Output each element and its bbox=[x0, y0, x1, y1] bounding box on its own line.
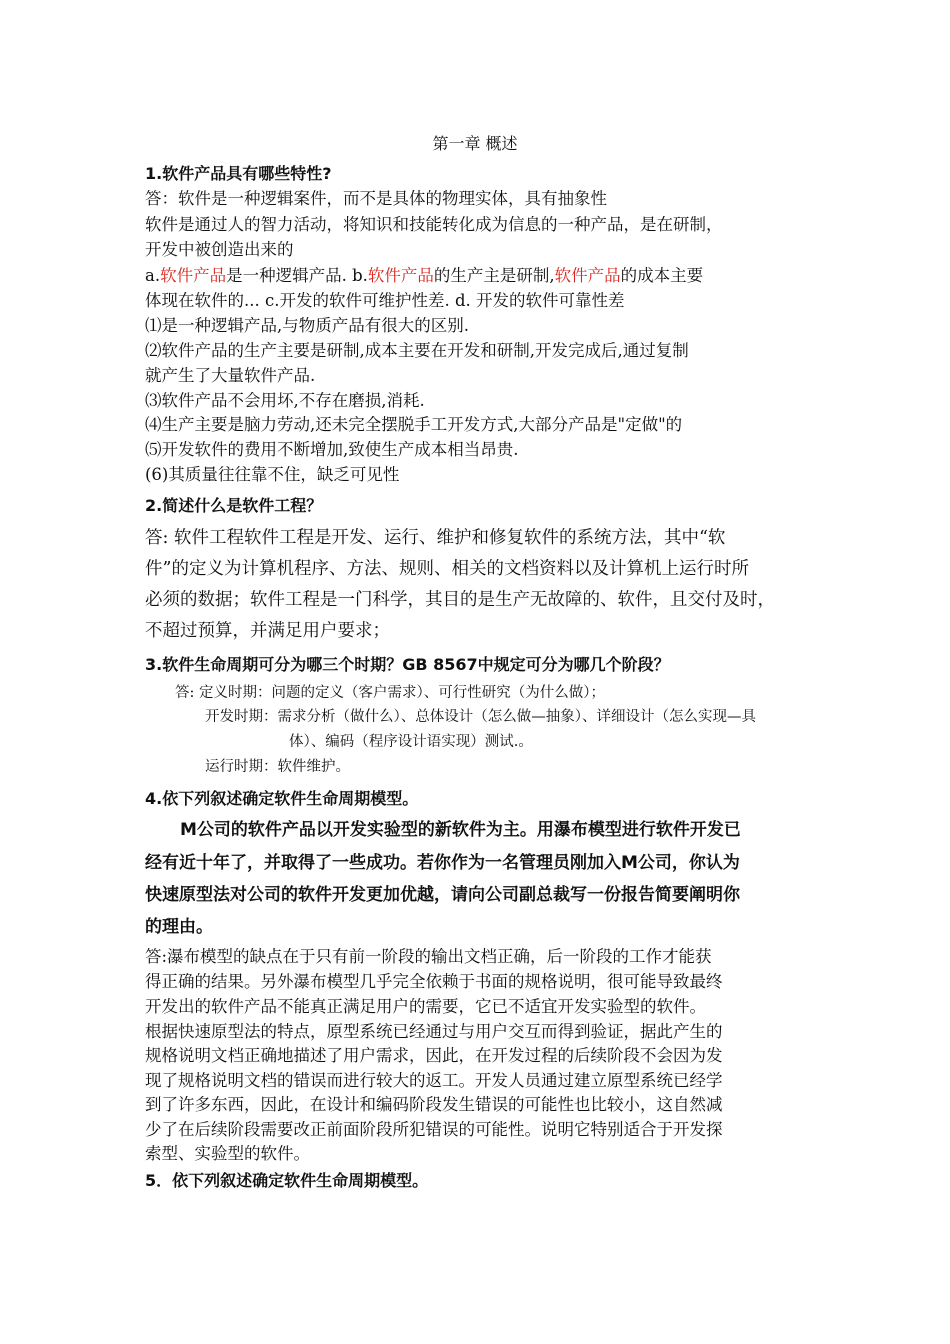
answer-text: 答: 定义时期：问题的定义（客户需求）、可行性研究（为什么做）； bbox=[175, 685, 605, 701]
answer-text: 开发中被创造出来的 bbox=[145, 240, 294, 259]
answer-text: 就产生了大量软件产品. bbox=[145, 366, 316, 385]
question-1: 1.软件产品具有哪些特性? bbox=[145, 164, 332, 183]
answer-text: ⑸开发软件的费用不断增加,致使生产成本相当昂贵. bbox=[145, 440, 519, 459]
text-segment: 的成本主要 bbox=[620, 266, 704, 285]
answer-text: 答：软件是一种逻辑案件，而不是具体的物理实体，具有抽象性 bbox=[145, 189, 607, 208]
answer-text: ⑴是一种逻辑产品,与物质产品有很大的区别. bbox=[145, 316, 469, 335]
answer-text: 开发出的软件产品不能真正满足用户的需要，它已不适宜开发实验型的软件。 bbox=[145, 997, 706, 1016]
question-text: 的理由。 bbox=[145, 917, 213, 937]
answer-text: 答:瀑布模型的缺点在于只有前一阶段的输出文档正确，后一阶段的工作才能获 bbox=[145, 947, 712, 966]
answer-text: 索型、实验型的软件。 bbox=[145, 1144, 310, 1163]
answer-text: 软件是通过人的智力活动，将知识和技能转化成为信息的一种产品，是在研制， bbox=[145, 215, 723, 234]
answer-text: (6)其质量往往靠不住，缺乏可见性 bbox=[145, 465, 400, 484]
question-4: 4.依下列叙述确定软件生命周期模型。 bbox=[145, 789, 419, 808]
answer-text: ⑶软件产品不会用坏,不存在磨损,消耗. bbox=[145, 391, 425, 410]
highlight-term: 软件产品 bbox=[554, 266, 621, 285]
answer-text: 得正确的结果。另外瀑布模型几乎完全依赖于书面的规格说明，很可能导致最终 bbox=[145, 972, 723, 991]
highlight-term: 软件产品 bbox=[160, 266, 227, 285]
answer-text: 少了在后续阶段需要改正前面阶段所犯错误的可能性。说明它特别适合于开发探 bbox=[145, 1120, 723, 1139]
answer-text: 不超过预算，并满足用户要求； bbox=[145, 621, 390, 641]
chapter-title: 第一章 概述 bbox=[432, 134, 518, 153]
answer-text-highlighted bbox=[145, 265, 703, 287]
question-text: 快速原型法对公司的软件开发更加优越，请向公司副总裁写一份报告简要阐明你 bbox=[145, 885, 740, 905]
question-5: 5．依下列叙述确定软件生命周期模型。 bbox=[145, 1171, 429, 1190]
answer-text: 答: 软件工程软件工程是开发、运行、维护和修复软件的系统方法，其中“软 bbox=[145, 528, 726, 548]
question-2: 2.简述什么是软件工程？ bbox=[145, 496, 323, 515]
answer-text: 运行时期：软件维护。 bbox=[205, 759, 350, 775]
answer-text: ⑷生产主要是脑力劳动,还未完全摆脱手工开发方式,大部分产品是"定做"的 bbox=[145, 415, 683, 434]
answer-text: 件”的定义为计算机程序、方法、规则、相关的文档资料以及计算机上运行时所 bbox=[145, 559, 749, 579]
highlight-term: 软件产品 bbox=[367, 266, 434, 285]
text-segment: a. bbox=[145, 266, 161, 285]
answer-text: 体现在软件的... c.开发的软件可维护性差. d. 开发的软件可靠性差 bbox=[145, 291, 625, 310]
answer-text: 规格说明文档正确地描述了用户需求，因此，在开发过程的后续阶段不会因为发 bbox=[145, 1046, 723, 1065]
question-text: M公司的软件产品以开发实验型的新软件为主。用瀑布模型进行软件开发已 bbox=[180, 820, 741, 840]
text-segment: 的生产主是研制, bbox=[433, 266, 555, 285]
text-segment: 是一种逻辑产品. b. bbox=[226, 266, 368, 285]
answer-text: 体）、编码（程序设计语实现）测试.。 bbox=[289, 734, 533, 750]
answer-text: 根据快速原型法的特点，原型系统已经通过与用户交互而得到验证，据此产生的 bbox=[145, 1022, 723, 1041]
answer-text: 到了许多东西，因此，在设计和编码阶段发生错误的可能性也比较小，这自然减 bbox=[145, 1095, 723, 1114]
answer-text: 必须的数据；软件工程是一门科学，其目的是生产无故障的、软件，且交付及时， bbox=[145, 590, 775, 610]
question-3: 3.软件生命周期可分为哪三个时期？GB 8567中规定可分为哪几个阶段？ bbox=[145, 655, 670, 674]
answer-text: 开发时期：需求分析（做什么）、总体设计（怎么做—抽象）、详细设计（怎么实现—具 bbox=[205, 709, 756, 725]
answer-text: ⑵软件产品的生产主要是研制,成本主要在开发和研制,开发完成后,通过复制 bbox=[145, 341, 689, 360]
question-text: 经有近十年了，并取得了一些成功。若你作为一名管理员刚加入M公司，你认为 bbox=[145, 853, 740, 873]
answer-text: 现了规格说明文档的错误而进行较大的返工。开发人员通过建立原型系统已经学 bbox=[145, 1071, 723, 1090]
